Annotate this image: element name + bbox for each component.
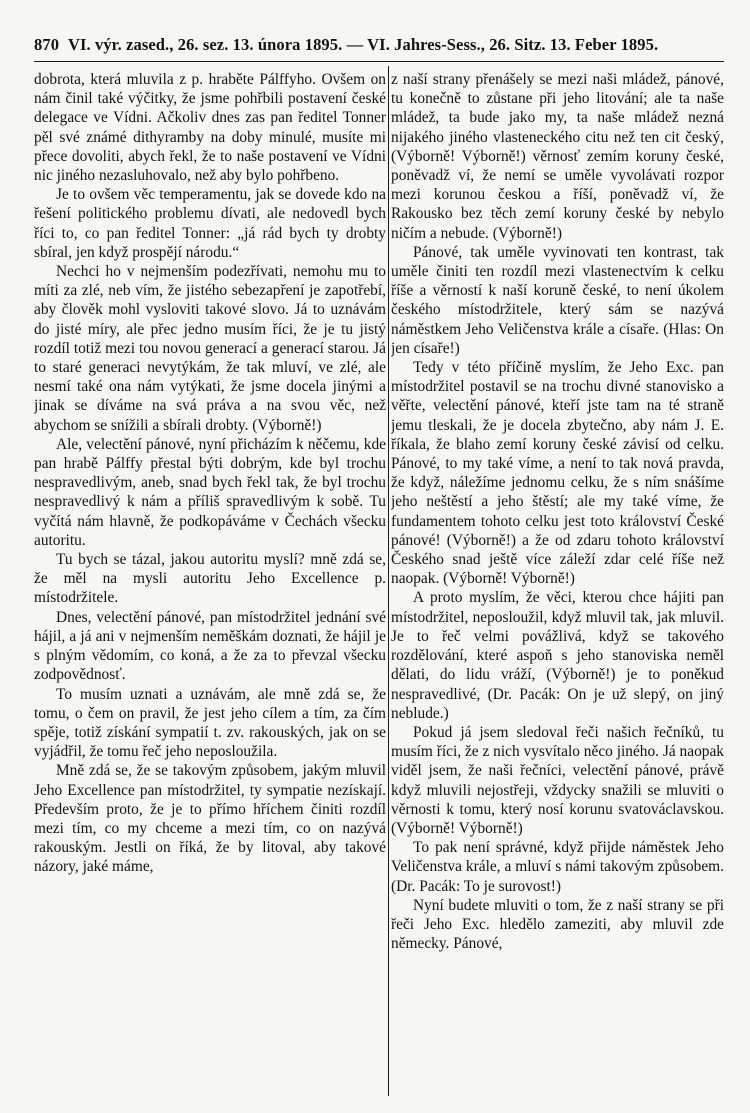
czech-running-title: VI. výr. zased., 26. sez. 13. února 1895.	[68, 35, 343, 54]
paragraph: Nechci ho v nejmenším podezřívati, nemohu mu to míti za zlé, neb vím, že jistého sebezapření je zapotřebí, aby člověk mohl vysloviti takové slovo. Já to uznávám do jisté míry, ale přec jedno musím říci, že je tu jistý rozdíl totiž mezi tou novou generací a generací starou. Já to staré generaci nevytýkám, že tak mluví, ve zlé, ale nesmí také ona nám vytýkati, že jsme docela jinými a jinak se díváme na svá práva a na svou věc, než abychom se snížili a sbírali drobty. (Výborně!)	[34, 263, 386, 434]
right-column	[391, 70, 724, 1090]
header-separator: —	[346, 35, 364, 54]
page-number: 870	[34, 35, 60, 54]
paragraph: Dnes, velectění pánové, pan místodržitel jednání své hájil, a já ani v nejmenším neměškám doznati, že hájil je s plným vědomím, co koná, a že za to převzal všecku zodpovědnosť.	[34, 608, 386, 684]
left-column	[34, 70, 386, 1090]
running-header	[34, 34, 724, 56]
paragraph: Ale, velectění pánové, nyní přicházím k něčemu, kde pan hrabě Pálffy přestal býti dobrým, kde byl trochu nespravedlivým, aneb, snad bych řekl tak, že byl trochu nespravedlivý k nám a příliš spravedlivým k sobě. Tu vyčítá nám hlavně, že podkopáváme v Čechách všecku autoritu.	[34, 435, 386, 549]
column-divider	[388, 66, 389, 1096]
paragraph: To pak není správné, když přijde náměstek Jeho Veličenstva krále, a mluví s námi takovým způsobem. (Dr. Pacák: To je surovost!)	[391, 839, 724, 895]
paragraph: Pánové, tak uměle vyvinovati ten kontrast, tak uměle činiti ten rozdíl mezi vlastenectvím k celku říše a věrností k naší koruně české, to není úkolem českého místodržitele, který sám se nazývá náměstkem Jeho Veličenstva krále a císaře. (Hlas: On jen císaře!)	[391, 243, 724, 357]
paragraph: To musím uznati a uznávám, ale mně zdá se, že tomu, o čem on pravil, že jest jeho cílem a tím, za čím spěje, totiž získání sympatií t. zv. rakouských, jak on se vyjádřil, že tomu řeč jeho neposloužila.	[34, 685, 386, 761]
german-running-title: VI. Jahres-Sess., 26. Sitz. 13. Feber 1895.	[367, 35, 659, 54]
paragraph: A proto myslím, že věci, kterou chce hájiti pan místodržitel, neposloužil, když mluvil tak, jak mluvil. Je to řeč velmi povážlivá, když se takového rozdělování, které aspoň s jeho stanoviska neměl dělati, do lidu vráží, (Výborně!) je to poněkud nespravedlivé, (Dr. Pacák: On je už slepý, on jiný neblude.)	[391, 589, 724, 722]
paragraph: Je to ovšem věc temperamentu, jak se dovede kdo na řešení politického problemu dívati, ale nedovedl bych říci to, co pan ředitel Tonner: „já rád bych ty drobty sbíral, jen když prospějí národu.“	[34, 186, 386, 261]
paragraph: dobrota, která mluvila z p. hraběte Pálffyho. Ovšem on nám činil také výčitky, že jsme pohřbili postavení české delegace ve Vídni. Ačkoliv dnes zas pan ředitel Tonner pěl své známé dithyramby na doby minulé, musíte mi přece dovoliti, abych řekl, že to naše postavení ve Vídni nic jiného nezasluhovalo, než aby bylo pohřbeno.	[34, 71, 386, 185]
paragraph: z naší strany přenášely se mezi naši mládež, pánové, tu konečně to zůstane při jeho litování; ale ta naše mládež, ta bude jako my, ta naše mládež nezná nijakého jiného vlasteneckého citu než ten cit český, (Výborně! Výborně!) věrnosť zemím koruny české, poněvadž ví, že nemí se uměle vyvolávati rozpor mezi korunou českou a říší, poněvadž ví, že Rakousko bez těch zemí koruny české by nebylo ničím a nebude. (Výborně!)	[391, 71, 724, 242]
paragraph: Pokud já jsem sledoval řeči našich řečníků, tu musím říci, že z nich vysvítalo něco jiného. Já naopak viděl jsem, že naši řečníci, velectění pánové, právě když mluvili nejostřeji, vždycky snažili se mluviti o věrnosti k tomu, který nosí korunu svatováclavskou. (Výborně! Výborně!)	[391, 723, 724, 837]
paragraph: Mně zdá se, že se takovým způsobem, jakým mluvil Jeho Excellence pan místodržitel, ty sympatie nezískají. Především proto, že je to přímo hříchem činiti rozdíl mezi tím, co my chceme a mezi tím, co on nazývá rakouským. Jestli on říká, že by litoval, aby takové názory, jaké máme,	[34, 762, 386, 876]
header-rule	[34, 61, 724, 62]
paragraph: Nyní budete mluviti o tom, že z naší strany se při řeči Jeho Exc. hledělo zameziti, aby mluvil zde německy. Pánové,	[391, 896, 724, 953]
paragraph: Tedy v této příčině myslím, že Jeho Exc. pan místodržitel postavil se na trochu divné stanovisko a věřte, velectění pánové, kteří jste tam na té straně jemu tleskali, že je docela zbytečno, aby nám J. E. říkala, že blaho zemí koruny české závisí od celku. Pánové, to my také víme, a není to tak nová pravda, že když, náležíme jednomu celku, že s ním snášíme jeho neštěstí a jeho štěstí; ale my také víme, že fundamentem tohoto celku jest toto království České pánové! (Výborně!) a že od zdaru tohoto království Českého snad ještě více záleží zdar celé říše než naopak. (Výborně! Výborně!)	[391, 359, 724, 588]
paragraph: Tu bych se tázal, jakou autoritu myslí? mně zdá se, že měl na mysli autoritu Jeho Excellence p. místodržitele.	[34, 551, 386, 607]
